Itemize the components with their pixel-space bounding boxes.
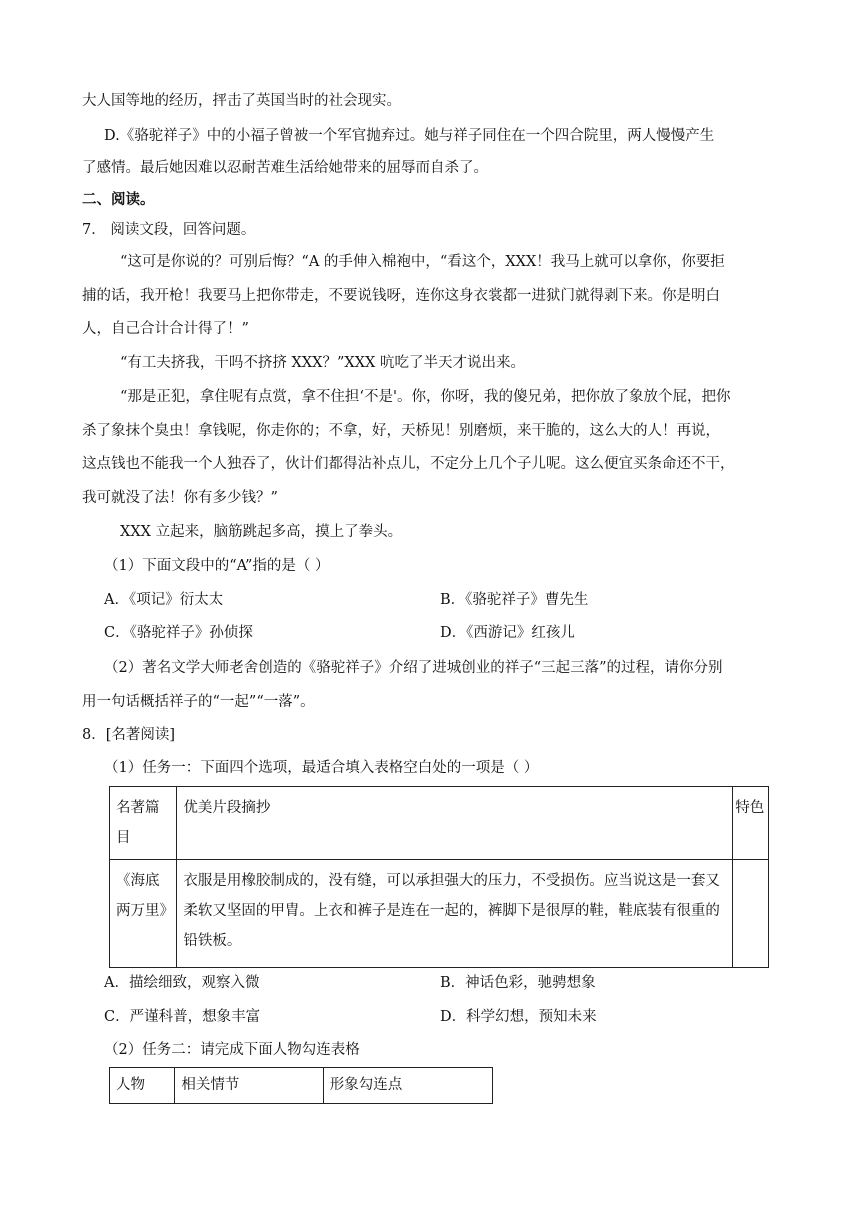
passage-line: “有工夫挤我，干吗不挤挤 XXX？”XXX 吭吃了半天才说出来。 (120, 355, 525, 371)
option-b[interactable]: B．《骆驼祥子》曹先生 (440, 592, 589, 608)
question-7-2: （2）著名文学大师老舍创造的《骆驼祥子》介绍了进城创业的祥子“三起三落”的过程，请你分别 (104, 660, 723, 676)
text-line: D.《骆驼祥子》中的小福子曾被一个军官抛弃过。她与祥子同住在一个四合院里，两人慢慢产生 (104, 128, 715, 144)
header-excerpt: 优美片段摘抄 (177, 787, 733, 860)
passage-line: 这点钱也不能我一个人独吞了，伙计们都得沾补点儿，不定分上几个子儿呢。这么便宜买条命还不干， (82, 456, 735, 472)
option-c[interactable]: C．严谨科普，想象丰富 (104, 1009, 261, 1025)
header-works: 名著篇目 (110, 787, 177, 860)
passage-line: 捕的话，我开枪！我要马上把你带走，不要说钱呀，连你这身衣裳都一进狱门就得剥下来。你是明白 (82, 288, 720, 304)
text-line: 了感情。最后她因难以忍耐苦难生活给她带来的屈辱而自杀了。 (82, 160, 488, 176)
character-table (109, 1067, 493, 1104)
section-title: 二、阅读。 (82, 192, 155, 208)
works-table (109, 786, 769, 968)
question-8-2: （2）任务二：请完成下面人物勾连表格 (104, 1042, 360, 1058)
question-8-1: （1）任务一：下面四个选项，最适合填入表格空白处的一项是（ ） (104, 760, 539, 776)
option-d[interactable]: D．《西游记》红孩儿 (440, 625, 575, 641)
header-link: 形象勾连点 (323, 1068, 492, 1104)
cell-work-title: 《海底两万里》 (110, 860, 177, 968)
option-a[interactable]: A．描绘细致，观察入微 (104, 975, 260, 991)
question-7-title: 7． 阅读文段，回答问题。 (82, 222, 256, 238)
header-character: 人物 (110, 1068, 175, 1104)
question-7-1: （1）下面文段中的“A”指的是（ ） (104, 558, 330, 574)
option-d[interactable]: D．科学幻想，预知未来 (440, 1009, 597, 1025)
header-plot: 相关情节 (175, 1068, 323, 1104)
header-feature: 特色 (733, 787, 769, 860)
cell-excerpt: 衣服是用橡胶制成的，没有缝，可以承担强大的压力，不受损伤。应当说这是一套又柔软又坚固的甲胄。上衣和裤子是连在一起的，裤脚下是很厚的鞋，鞋底装有很重的铅铁板。 (177, 860, 733, 968)
passage-line: “这可是你说的？可别后悔？“A 的手伸入棉袍中，“看这个，XXX！我马上就可以拿你，你要拒 (120, 254, 725, 270)
text-line: 大人国等地的经历，抨击了英国当时的社会现实。 (82, 93, 401, 109)
option-a[interactable]: A．《项记》衍太太 (104, 592, 224, 608)
passage-line: 杀了象抹个臭虫！拿钱呢，你走你的；不拿，好，天桥见！别磨烦，来干脆的，这么大的人！再说， (82, 423, 720, 439)
passage-line: “那是正犯，拿住呢有点赏，拿不住担‘不是'。你，你呀，我的傻兄弟，把你放了象放个屁，把你 (120, 389, 731, 405)
option-b[interactable]: B．神话色彩，驰骋想象 (440, 975, 596, 991)
question-7-2-cont: 用一句话概括祥子的“一起”“一落”。 (82, 694, 315, 710)
passage-line: 人，自己合计合计得了！” (82, 321, 249, 337)
question-8-title: 8．[名著阅读] (82, 727, 176, 743)
passage-line: XXX 立起来，脑筋跳起多高，摸上了拳头。 (120, 524, 403, 540)
cell-feature-blank[interactable] (733, 860, 769, 968)
option-c[interactable]: C．《骆驼祥子》孙侦探 (104, 625, 253, 641)
passage-line: 我可就没了法！你有多少钱？” (82, 490, 278, 506)
